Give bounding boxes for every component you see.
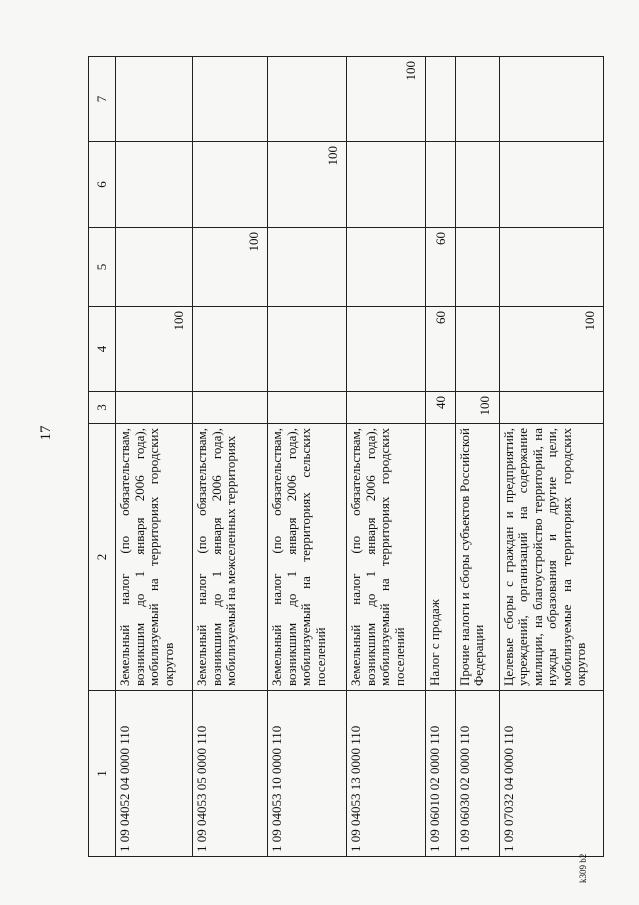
row-code: 1 09 04053 10 0000 110 <box>268 691 347 857</box>
row-value-col-4 <box>193 307 268 392</box>
row-value-col-3 <box>347 392 425 424</box>
row-name: Прочие налоги и сборы субъектов Российской Федерации <box>455 424 499 691</box>
row-value-col-7: 100 <box>347 57 425 142</box>
row-name: Земельный налог (по обязательствам, возникшим до 1 января 2006 года), мобилизуемый на территориях сельских поселений <box>268 424 347 691</box>
row-value-col-4: 100 <box>116 307 193 392</box>
row-value-col-5 <box>347 228 425 307</box>
row-value-col-7 <box>499 57 603 142</box>
table-row <box>455 57 499 857</box>
row-value-col-5: 60 <box>425 228 455 307</box>
table-row <box>347 57 425 857</box>
row-value-col-5 <box>499 228 603 307</box>
table-row <box>499 57 603 857</box>
table-row <box>116 57 193 857</box>
header-col-2: 2 <box>89 424 116 691</box>
table-row <box>193 57 268 857</box>
row-value-col-3 <box>116 392 193 424</box>
row-value-col-7 <box>116 57 193 142</box>
row-code: 1 09 04053 13 0000 110 <box>347 691 425 857</box>
row-value-col-6 <box>425 142 455 228</box>
row-value-col-6 <box>347 142 425 228</box>
row-value-col-7 <box>425 57 455 142</box>
row-name: Налог с продаж <box>425 424 455 691</box>
row-value-col-6 <box>116 142 193 228</box>
row-value-col-3 <box>268 392 347 424</box>
row-value-col-5 <box>455 228 499 307</box>
row-value-col-6 <box>455 142 499 228</box>
header-col-3: 3 <box>89 392 116 424</box>
header-col-5: 5 <box>89 228 116 307</box>
row-value-col-6: 100 <box>268 142 347 228</box>
row-value-col-3 <box>193 392 268 424</box>
header-col-6: 6 <box>89 142 116 228</box>
row-value-col-7 <box>455 57 499 142</box>
row-value-col-5 <box>268 228 347 307</box>
row-code: 1 09 04053 05 0000 110 <box>193 691 268 857</box>
row-value-col-3: 100 <box>455 392 499 424</box>
row-value-col-4 <box>268 307 347 392</box>
row-name: Целевые сборы с граждан и предприятий, учреждений, организаций на содержание милиции, на благоустройство территорий, на нужды образования и другие цели, мобилизуемые на территориях городских округов <box>499 424 603 691</box>
row-value-col-4 <box>455 307 499 392</box>
row-value-col-5: 100 <box>193 228 268 307</box>
row-value-col-4: 60 <box>425 307 455 392</box>
row-value-col-4 <box>347 307 425 392</box>
row-value-col-4: 100 <box>499 307 603 392</box>
row-name: Земельный налог (по обязательствам, возникшим до 1 января 2006 года), мобилизуемый на межселенных территориях <box>193 424 268 691</box>
table-row <box>268 57 347 857</box>
row-name: Земельный налог (по обязательствам, возникшим до 1 января 2006 года), мобилизуемый на территориях городских поселений <box>347 424 425 691</box>
document-footer-code: k309 b2 <box>578 853 588 883</box>
row-name: Земельный налог (по обязательствам, возникшим до 1 января 2006 года), мобилизуемый на территориях городских округов <box>116 424 193 691</box>
row-value-col-5 <box>116 228 193 307</box>
revenue-distribution-table-wrapper <box>88 57 604 857</box>
table-row <box>425 57 455 857</box>
page-number: 17 <box>38 425 54 441</box>
row-value-col-3: 40 <box>425 392 455 424</box>
row-value-col-3 <box>499 392 603 424</box>
header-col-1: 1 <box>89 691 116 857</box>
header-col-7: 7 <box>89 57 116 142</box>
header-row <box>89 57 116 857</box>
revenue-distribution-table <box>88 56 604 857</box>
row-value-col-6 <box>193 142 268 228</box>
row-code: 1 09 06010 02 0000 110 <box>425 691 455 857</box>
row-value-col-7 <box>193 57 268 142</box>
row-value-col-7 <box>268 57 347 142</box>
row-code: 1 09 04052 04 0000 110 <box>116 691 193 857</box>
header-col-4: 4 <box>89 307 116 392</box>
row-code: 1 09 06030 02 0000 110 <box>455 691 499 857</box>
row-code: 1 09 07032 04 0000 110 <box>499 691 603 857</box>
row-value-col-6 <box>499 142 603 228</box>
